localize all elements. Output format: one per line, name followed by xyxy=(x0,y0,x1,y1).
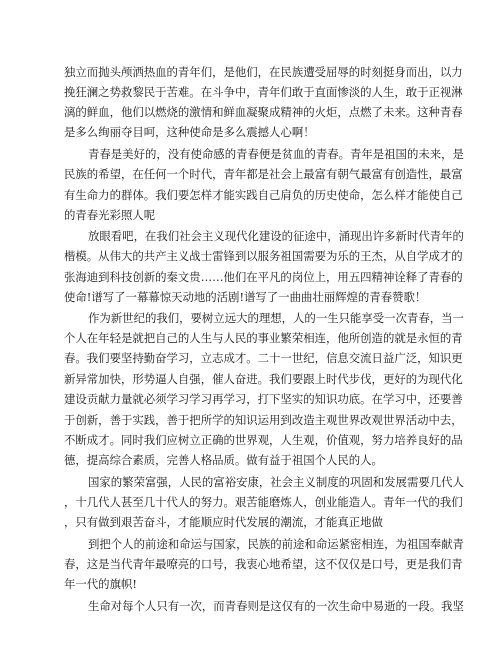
text-line: 独立而抛头颅洒热血的青年们，是他们，在民族遭受屈辱的时刻挺身而出，以力 xyxy=(64,65,463,79)
text-line: 使命!谱写了一幕幕惊天动地的活剧!谱写了一曲曲壮丽辉煌的青春赞歌！ xyxy=(64,290,427,304)
text-line: 民族的希望，在任何一个时代，青年都是社会上最富有朝气最富有创造性，最富 xyxy=(64,167,463,181)
text-line: 楷模。从伟大的共产主义战士雷锋到以服务祖国需要为乐的王杰，从自学成才的 xyxy=(64,249,463,263)
text-line: 春，这是当代青年最嘹亮的口号，我衷心地希望，这不仅仅是口号，更是我们青 xyxy=(64,557,463,571)
text-line: 于创新，善于实践，善于把所学的知识运用到改造主观世界改观世界活动中去， xyxy=(64,413,463,427)
text-line: 不断成才。同时我们应树立正确的世界观，人生观，价值观，努力培养良好的品 xyxy=(64,433,463,447)
text-line: 挽狂澜之势救黎民于苦难。在斗争中，青年们敢于直面惨淡的人生，敢于正视淋 xyxy=(64,85,463,99)
text-line: 建设贡献力量就必须学习学习再学习，打下坚实的知识功底。在学习中，还要善 xyxy=(64,392,463,406)
text-line: 年一代的旗帜! xyxy=(64,577,137,591)
text-line: 的青春光彩照人呢 xyxy=(64,208,156,222)
text-line: 新异常加快，形势逼人自强，催人奋进。我们要跟上时代步伐，更好的为现代化 xyxy=(64,372,463,386)
text-line: 春。我们要坚持勤奋学习，立志成才。二十一世纪，信息交流日益广泛，知识更 xyxy=(64,351,463,365)
text-line: ，只有做到艰苦奋斗，才能顺应时代发展的潮流，才能真正地做 xyxy=(64,515,383,529)
text-line: 个人在年轻是就把自己的人生与人民的事业繁荣相连，他所创造的就是永恒的青 xyxy=(64,331,463,345)
text-line: 张海迪到科技创新的秦文贵……他们在平凡的岗位上，用五四精神诠释了青春的 xyxy=(64,270,463,284)
text-line: 国家的繁荣富强，人民的富裕安康，社会主义制度的巩固和发展需要几代人 xyxy=(88,475,464,489)
text-line: 生命对每个人只有一次，而青春则是这仅有的一次生命中易逝的一段。我坚 xyxy=(88,599,464,613)
text-line: 作为新世纪的我们，要树立远大的理想，人的一生只能享受一次青春，当一 xyxy=(88,311,464,325)
text-line: 德，提高综合素质，完善人格品质。做有益于祖国个人民的人。 xyxy=(64,453,383,467)
text-line: 青春是美好的，没有使命感的青春便是贫血的青春。青年是祖国的未来，是 xyxy=(88,147,464,161)
text-line: ，十几代人甚至几十代人的努力。艰苦能磨炼人，创业能造人。青年一代的我们 xyxy=(64,495,463,509)
text-line: 放眼看吧，在我们社会主义现代化建设的征途中，涌现出许多新时代青年的 xyxy=(88,229,464,243)
text-line: 到把个人的前途和命运与国家，民族的前途和命运紧密相连，为祖国奉献青 xyxy=(88,537,464,551)
text-line: 漓的鲜血，他们以燃烧的激情和鲜血凝聚成精神的火炬，点燃了未来。这种青春 xyxy=(64,105,463,119)
text-line: 是多么绚丽夺目呵，这种使命是多么震撼人心啊！ xyxy=(64,125,315,139)
text-line: 有生命力的群体。我们要怎样才能实践自己肩负的历史使命，怎么样才能使自己 xyxy=(64,188,463,202)
